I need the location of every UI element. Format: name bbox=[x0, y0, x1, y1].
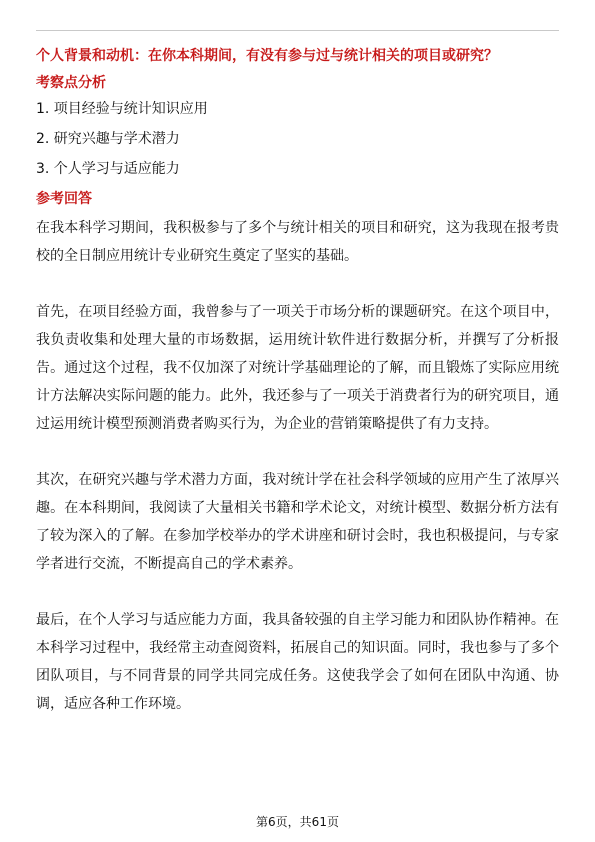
answer-paragraph: 首先，在项目经验方面，我曾参与了一项关于市场分析的课题研究。在这个项目中，我负责收集和处理大量的市场数据，运用统计软件进行数据分析，并撰写了分析报告。通过这个过程，我不仅加深了对统计学基础理论的了解，而且锻炼了实际应用统计方法解决实际问题的能力。此外，我还参与了一项关于消费者行为的研究项目，通过运用统计模型预测消费者购买行为，为企业的营销策略提供了有力支持。 bbox=[36, 304, 559, 432]
analysis-point: 1. 项目经验与统计知识应用 bbox=[36, 101, 208, 117]
answer-paragraph: 在我本科学习期间，我积极参与了多个与统计相关的项目和研究，这为我现在报考贵校的全日制应用统计专业研究生奠定了坚实的基础。 bbox=[36, 220, 559, 264]
answer-title: 参考回答 bbox=[36, 191, 92, 207]
document-content bbox=[36, 45, 559, 746]
analysis-point: 2. 研究兴趣与学术潜力 bbox=[36, 131, 180, 147]
question-heading: 个人背景和动机：在你本科期间，有没有参与过与统计相关的项目或研究？ bbox=[36, 48, 498, 64]
answer-paragraph: 最后，在个人学习与适应能力方面，我具备较强的自主学习能力和团队协作精神。在本科学习过程中，我经常主动查阅资料，拓展自己的知识面。同时，我也参与了多个团队项目，与不同背景的同学共同完成任务。这使我学会了如何在团队中沟通、协调，适应各种工作环境。 bbox=[36, 612, 559, 712]
analysis-title: 考察点分析 bbox=[36, 75, 106, 91]
header-rule bbox=[36, 30, 559, 31]
page-number: 第6页，共61页 bbox=[256, 815, 339, 829]
answer-paragraph: 其次，在研究兴趣与学术潜力方面，我对统计学在社会科学领域的应用产生了浓厚兴趣。在本科期间，我阅读了大量相关书籍和学术论文，对统计模型、数据分析方法有了较为深入的了解。在参加学校举办的学术讲座和研讨会时，我也积极提问，与专家学者进行交流，不断提高自己的学术素养。 bbox=[36, 472, 559, 572]
analysis-point: 3. 个人学习与适应能力 bbox=[36, 161, 180, 177]
